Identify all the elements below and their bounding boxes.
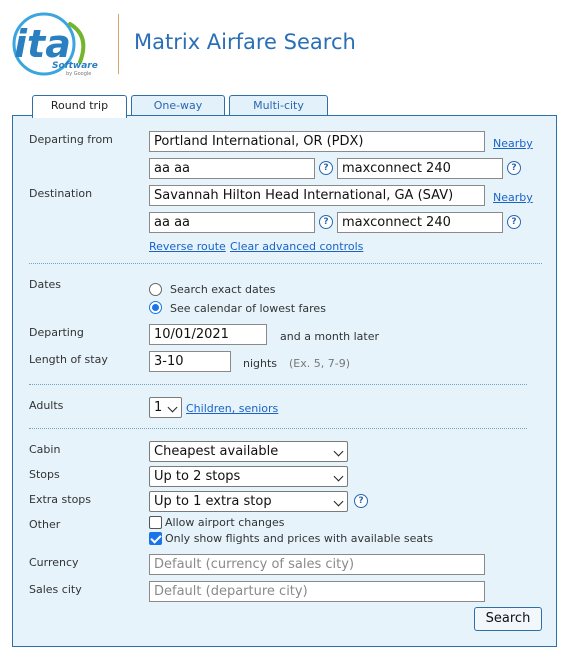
header-divider xyxy=(118,14,119,74)
adults-select-value: 1 xyxy=(154,400,163,415)
clear-advanced-link[interactable]: Clear advanced controls xyxy=(230,240,364,253)
extra-stops-label: Extra stops xyxy=(29,493,92,506)
chevron-down-icon xyxy=(334,497,344,507)
calendar-fares-label: See calendar of lowest fares xyxy=(170,302,326,315)
departing-label: Departing xyxy=(29,326,84,339)
stops-select[interactable] xyxy=(149,466,348,487)
dates-label: Dates xyxy=(29,278,62,291)
destination-nearby-link[interactable]: Nearby xyxy=(493,191,533,204)
allow-airport-changes-checkbox[interactable] xyxy=(149,516,162,529)
cabin-label: Cabin xyxy=(29,443,61,456)
available-seats-checkbox[interactable] xyxy=(149,532,162,545)
logo-wordmark: ita xyxy=(14,22,71,66)
currency-input[interactable]: Default (currency of sales city) xyxy=(149,554,485,575)
logo-byline: by Google xyxy=(66,71,92,77)
destination-routing-help-icon[interactable]: ? xyxy=(319,215,333,229)
sales-city-label: Sales city xyxy=(29,583,82,596)
destination-input[interactable]: Savannah Hilton Head International, GA (SAV) xyxy=(149,185,485,206)
origin-extension-input[interactable]: maxconnect 240 xyxy=(337,158,503,179)
departing-date-input[interactable]: 10/01/2021 xyxy=(149,324,267,345)
exact-dates-radio[interactable] xyxy=(149,283,162,296)
available-seats-label: Only show flights and prices with available seats xyxy=(165,532,434,545)
destination-extension-input[interactable]: maxconnect 240 xyxy=(337,212,503,233)
origin-nearby-link[interactable]: Nearby xyxy=(493,137,533,150)
calendar-fares-radio[interactable] xyxy=(149,301,162,314)
adults-label: Adults xyxy=(29,399,64,412)
children-seniors-link[interactable]: Children, seniors xyxy=(186,402,279,415)
tab-round-trip[interactable]: Round trip xyxy=(32,95,127,118)
extra-stops-select-value: Up to 1 extra stop xyxy=(154,494,272,509)
chevron-down-icon xyxy=(334,447,344,457)
section-separator xyxy=(29,263,542,264)
exact-dates-label: Search exact dates xyxy=(170,283,276,296)
cabin-select-value: Cheapest available xyxy=(154,444,279,459)
section-separator xyxy=(29,428,527,429)
origin-input[interactable]: Portland International, OR (PDX) xyxy=(149,131,485,152)
currency-label: Currency xyxy=(29,556,79,569)
tab-multi-city[interactable]: Multi-city xyxy=(229,95,328,116)
ita-software-logo xyxy=(10,10,106,78)
length-of-stay-input[interactable]: 3-10 xyxy=(149,351,231,372)
length-of-stay-label: Length of stay xyxy=(29,353,108,366)
departing-range-note: and a month later xyxy=(280,330,380,343)
extra-stops-select[interactable] xyxy=(149,491,348,512)
other-label: Other xyxy=(29,518,61,531)
adults-select[interactable] xyxy=(149,397,182,418)
stops-label: Stops xyxy=(29,468,60,481)
chevron-down-icon xyxy=(168,403,178,413)
allow-airport-changes-label: Allow airport changes xyxy=(165,516,285,529)
sales-city-input[interactable]: Default (departure city) xyxy=(149,581,485,602)
origin-routing-help-icon[interactable]: ? xyxy=(319,161,333,175)
departing-from-label: Departing from xyxy=(29,133,113,146)
extra-stops-help-icon[interactable]: ? xyxy=(354,494,368,508)
search-button[interactable]: Search xyxy=(474,607,542,631)
destination-label: Destination xyxy=(29,187,93,200)
length-of-stay-hint: (Ex. 5, 7-9) xyxy=(289,357,350,370)
tab-one-way[interactable]: One-way xyxy=(131,95,225,116)
destination-extension-help-icon[interactable]: ? xyxy=(507,215,521,229)
page-title: Matrix Airfare Search xyxy=(134,30,356,54)
origin-extension-help-icon[interactable]: ? xyxy=(507,161,521,175)
logo-software-text: Software xyxy=(52,61,98,71)
section-separator xyxy=(29,384,527,385)
nights-unit: nights xyxy=(243,357,278,370)
reverse-route-link[interactable]: Reverse route xyxy=(149,240,226,253)
destination-routing-input[interactable]: aa aa xyxy=(149,212,315,233)
stops-select-value: Up to 2 stops xyxy=(154,469,241,484)
origin-routing-input[interactable]: aa aa xyxy=(149,158,315,179)
cabin-select[interactable] xyxy=(149,441,348,462)
chevron-down-icon xyxy=(334,472,344,482)
